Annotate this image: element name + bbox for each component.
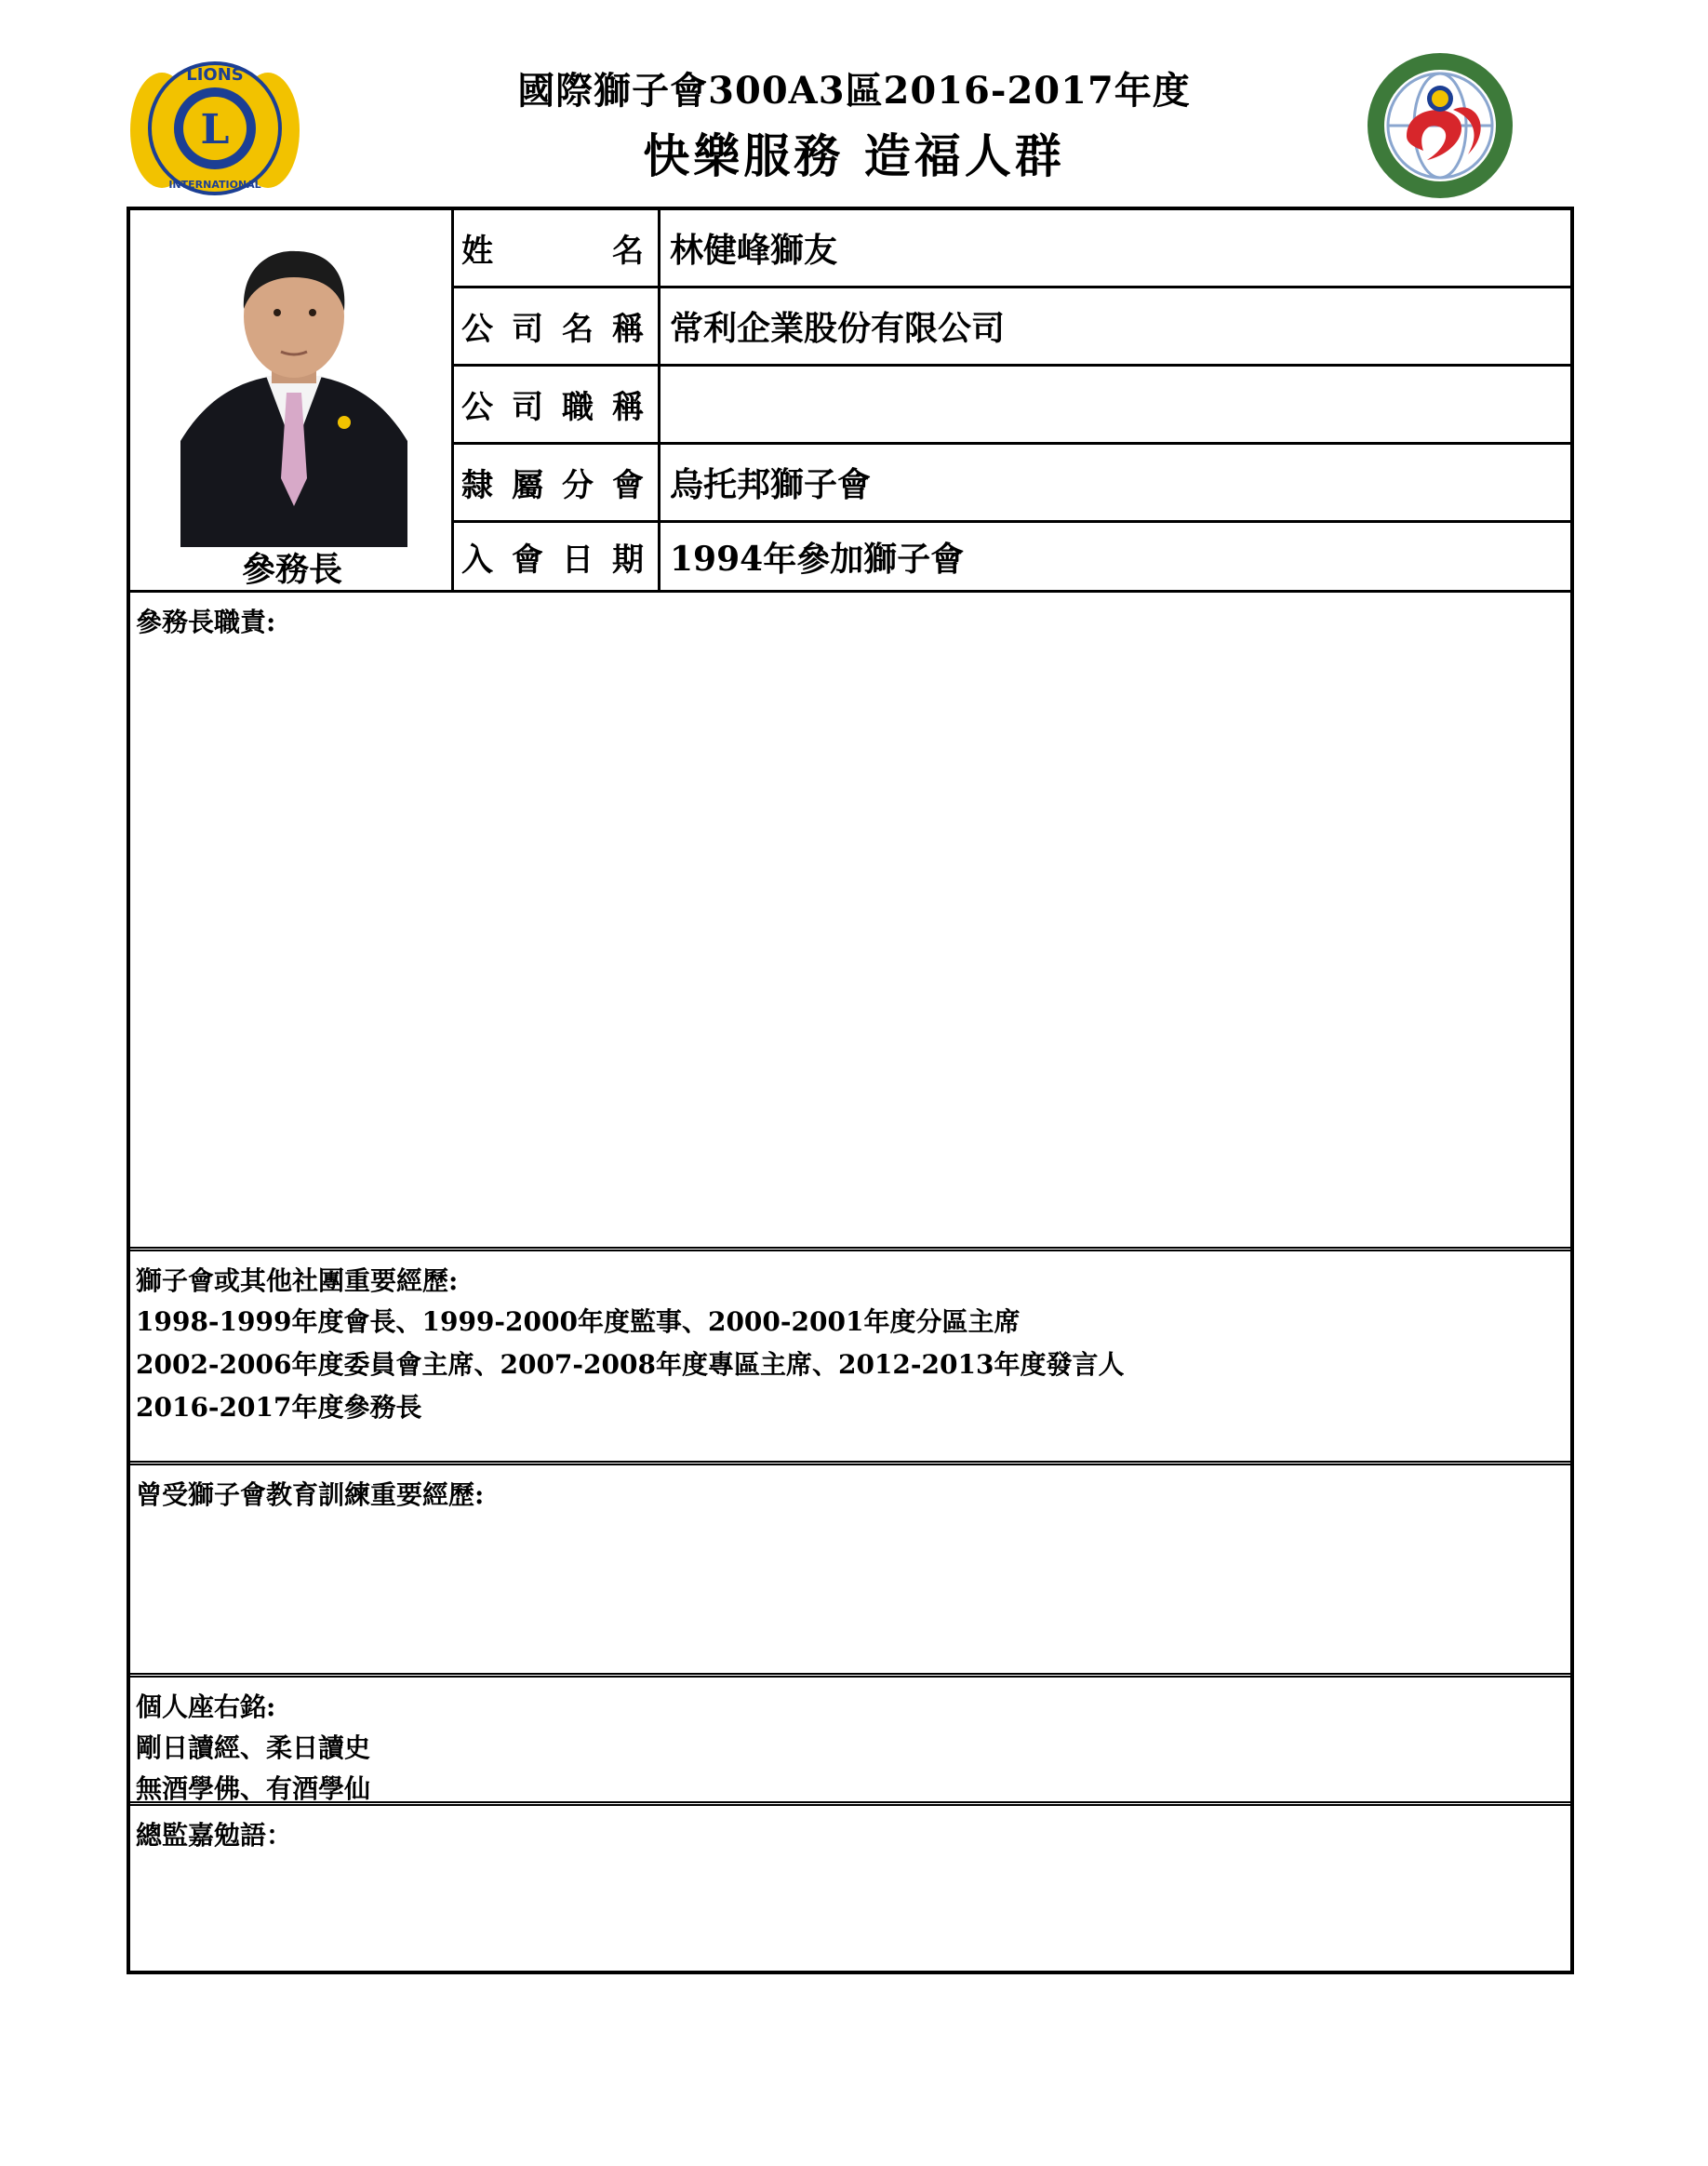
field-row-club xyxy=(454,445,1570,523)
section-governor-encouragement xyxy=(130,1801,1570,1971)
field-value-company: 常利企業股份有限公司 xyxy=(670,309,1006,348)
section-experience xyxy=(130,1247,1570,1461)
motto-line: 無酒學佛、有酒學仙 xyxy=(136,1773,371,1804)
field-label-text: 隸 屬 分 會 xyxy=(461,467,644,504)
section-experience-title: 獅子會或其他社團重要經歷: xyxy=(136,1265,459,1296)
field-row-join-date xyxy=(454,523,1570,590)
field-value-club: 烏托邦獅子會 xyxy=(670,465,872,504)
district-emblem-logo xyxy=(1356,50,1524,201)
svg-text:L: L xyxy=(200,106,230,154)
section-training xyxy=(130,1461,1570,1673)
field-row-job-title xyxy=(454,367,1570,445)
header-district-year: 國際獅子會300A3區2016-2017年度 xyxy=(517,69,1191,113)
svg-text:LIONS: LIONS xyxy=(186,65,244,85)
photo-caption-title: 參務長 xyxy=(241,550,342,589)
field-label-join-date xyxy=(454,523,661,590)
field-label-text: 姓 名 xyxy=(461,233,644,270)
section-duties xyxy=(130,590,1570,1247)
experience-line: 1998-1999年度會長、1999-2000年度監事、2000-2001年度分區主席 xyxy=(136,1306,1021,1337)
field-label-company xyxy=(454,288,661,364)
field-label-club xyxy=(454,445,661,520)
motto-line: 剛日讀經、柔日讀史 xyxy=(136,1732,371,1763)
field-row-company xyxy=(454,288,1570,367)
field-label-text: 公 司 名 稱 xyxy=(461,311,644,348)
photo-cell xyxy=(130,210,454,590)
header-slogan: 快樂服務 造福人群 xyxy=(643,128,1065,183)
field-value-name: 林健峰獅友 xyxy=(670,231,838,270)
section-training-title: 曾受獅子會教育訓練重要經歷: xyxy=(136,1479,485,1510)
section-duties-title: 參務長職責: xyxy=(136,607,276,637)
section-motto-title: 個人座右銘: xyxy=(136,1691,276,1722)
field-row-name xyxy=(454,210,1570,288)
field-label-text: 公 司 職 稱 xyxy=(461,389,644,426)
experience-line: 2002-2006年度委員會主席、2007-2008年度專區主席、2012-2013年度發言人 xyxy=(136,1349,1125,1380)
field-label-name xyxy=(454,210,661,286)
field-label-job-title xyxy=(454,367,661,442)
member-portrait-photo xyxy=(180,236,407,547)
section-governor-title: 總監嘉勉語： xyxy=(136,1820,293,1851)
section-motto xyxy=(130,1673,1570,1804)
experience-line: 2016-2017年度參務長 xyxy=(136,1392,422,1423)
field-label-text: 入 會 日 期 xyxy=(461,541,644,579)
svg-text:INTERNATIONAL: INTERNATIONAL xyxy=(168,179,261,191)
field-value-join-date: 1994年參加獅子會 xyxy=(670,539,965,579)
field-value-job-title xyxy=(670,367,1570,442)
profile-form xyxy=(127,207,1574,1974)
